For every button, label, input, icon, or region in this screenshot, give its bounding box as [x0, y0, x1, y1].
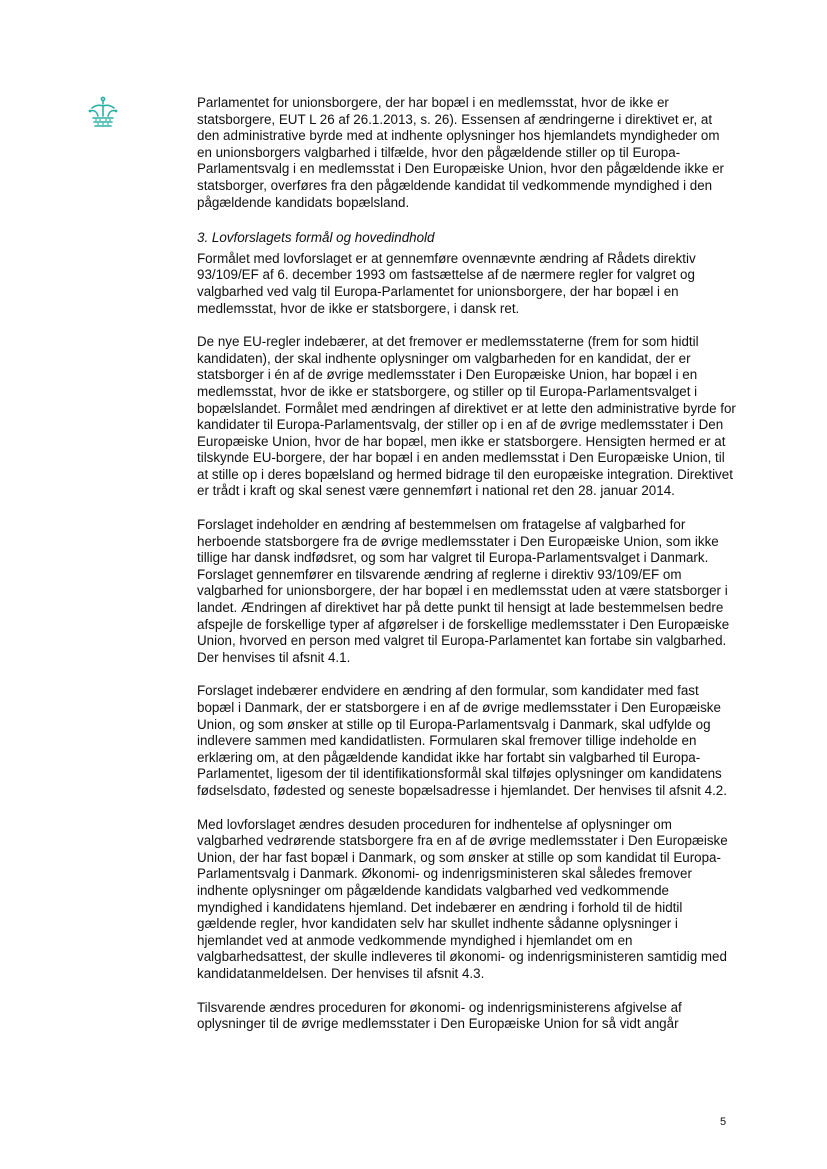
document-body: [197, 95, 737, 1050]
paragraph-form-change: Forslaget indebærer endvidere en ændring af den formular, som kandidater med fast bopæl i Danmark, der er statsborgere i en af de øvrige medlemsstater i Den Europæiske Union, og som ønsker at stille op til Europa-Parlamentsvalg i Danmark, skal udfylde og indlevere sammen med kandidatlisten. Formularen skal fremover tillige indeholde en erklæring om, at den pågældende kandidat ikke har fortabt sin valgbarhed til Europa-Parlamentet, ligesom der til identifikationsformål skal tilføjes oplysninger om kandidatens fødselsdato, fødested og seneste bopælsadresse i hjemlandet. Der henvises til afsnit 4.2.: [197, 683, 727, 798]
section-heading: 3. Lovforslagets formål og hovedindhold: [197, 230, 435, 246]
paragraph-procedure-change: Med lovforslaget ændres desuden proceduren for indhentelse af oplysninger om valgbarhed vedrørende statsborgere fra en af de øvrige medlemsstater i Den Europæiske Union, der har fast bopæl i Danmark, og som ønsker at stille op som kandidat til Europa-Parlamentsvalg i Danmark. Økonomi- og indenrigsministeren skal således fremover indhente oplysninger om pågældende kandidats valgbarhed ved vedkommende myndighed i kandidatens hjemland. Det indebærer en ændring i forhold til de hidtil gældende regler, hvor kandidaten selv har skullet indhente sådanne oplysninger i hjemlandet ved at anmode vedkommende myndighed i hjemlandet om en valgbarhedsattest, der skulle indleveres til økonomi- og indenrigsministeren samtidig med kandidatanmeldelsen. Der henvises til afsnit 4.3.: [197, 816, 728, 981]
paragraph-eligibility-change: Forslaget indeholder en ændring af bestemmelsen om fratagelse af valgbarhed for herboende statsborgere fra de øvrige medlemsstater i Den Europæiske Union, som ikke tillige har dansk indfødsret, og som har valgret til Europa-Parlamentsvalget i Danmark. Forslaget gennemfører en tilsvarende ændring af reglerne i direktiv 93/109/EF om valgbarhed for unionsborgere, der har bopæl i en medlemsstat uden at være statsborger i landet. Ændringen af direktivet har på dette punkt til hensigt at lade bestemmelsen bedre afspejle de forskellige typer af afgørelser i de forskellige medlemsstater i Den Europæiske Union, hvorved en person med valgret til Europa-Parlamentet kan fortabe sin valgbarhed. Der henvises til afsnit 4.1.: [197, 517, 730, 665]
paragraph-corresponding-change: Tilsvarende ændres proceduren for økonomi- og indenrigsministerens afgivelse af oplysninger til de øvrige medlemsstater i Den Europæiske Union for så vidt angår: [197, 999, 682, 1032]
page-number: 5: [720, 1116, 727, 1128]
paragraph-continuation: Parlamentet for unionsborgere, der har bopæl i en medlemsstat, hvor de ikke er statsborgere, EUT L 26 af 26.1.2013, s. 26). Essensen af ændringerne i direktivet er, at den administrative byrde med at indhente oplysninger hos hjemlandets myndigheder om en unionsborgers valgbarhed i tilfælde, hvor den pågældende stiller op til Europa-Parlamentsvalg i en medlemsstat i Den Europæiske Union, hvor den pågældende ikke er statsborger, overføres fra den pågældende kandidat til vedkommende myndighed i den pågældende kandidats bopælsland.: [197, 95, 724, 210]
paragraph-purpose: Formålet med lovforslaget er at gennemføre ovennævnte ændring af Rådets direktiv 93/109/EF af 6. december 1993 om fastsættelse af de nærmere regler for valgret og valgbarhed ved valg til Europa-Parlamentet for unionsborgere, der har bopæl i en medlemsstat, hvor de ikke er statsborgere, i dansk ret.: [197, 250, 696, 316]
crown-icon: [86, 96, 120, 130]
paragraph-new-eu-rules: De nye EU-regler indebærer, at det fremover er medlemsstaterne (frem for som hidtil kandidaten), der skal indhente oplysninger om valgbarheden for en kandidat, der er statsborger i én af de øvrige medlemsstater i Den Europæiske Union, har bopæl i en medlemsstat, hvor de ikke er statsborgere, og stiller op til Europa-Parlamentsvalget i bopælslandet. Formålet med ændringen af direktivet er at lette den administrative byrde for kandidater til Europa-Parlamentsvalg, der stiller op i en af de øvrige medlemsstater i Den Europæiske Union, hvor de har bopæl, men ikke er statsborgere. Hensigten hermed er at tilskynde EU-borgere, der har bopæl i en anden medlemsstat i Den Europæiske Union, til at stille op i deres bopælsland og hermed bidrage til den europæiske integration. Direktivet er trådt i kraft og skal senest være gennemført i national ret den 28. januar 2014.: [197, 334, 736, 499]
